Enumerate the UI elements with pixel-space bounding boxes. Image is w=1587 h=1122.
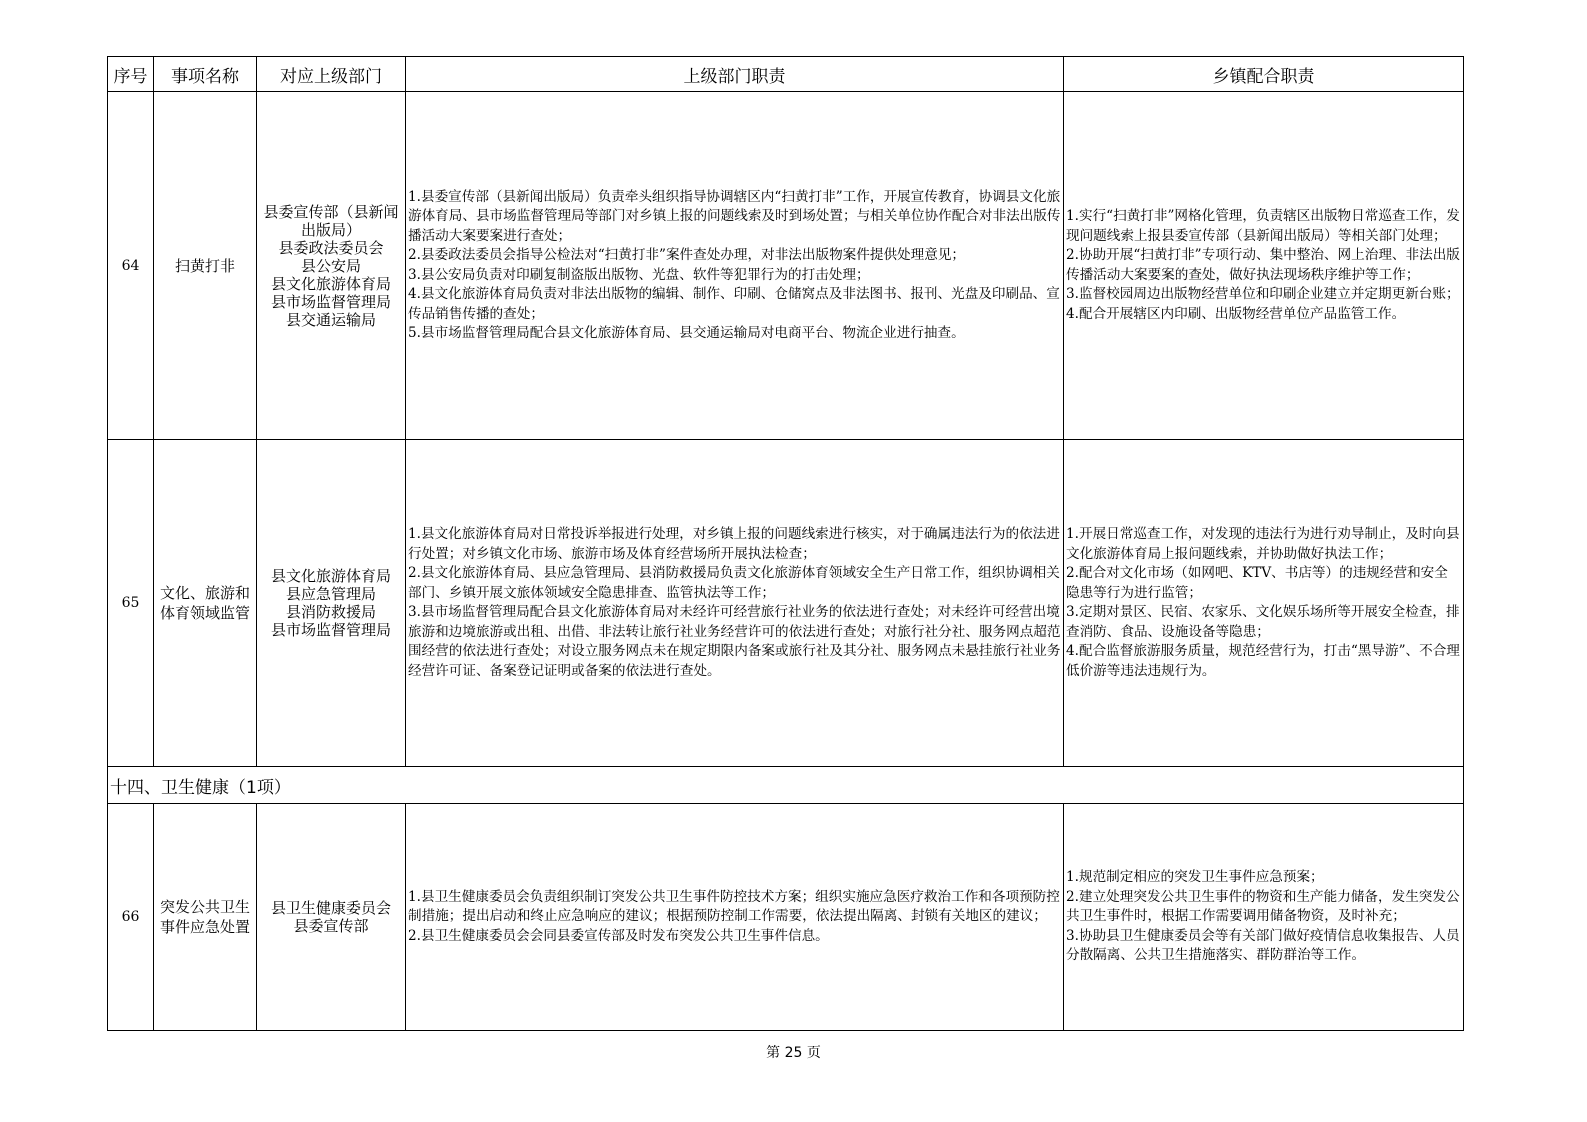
duty-item: 2.县委政法委员会指导公检法对“扫黄打非”案件查处办理，对非法出版物案件提供处理意见；	[408, 247, 966, 263]
item-name-line: 事件应急处置	[159, 918, 250, 936]
row-seq: 65	[108, 440, 154, 767]
table-row	[108, 440, 1464, 767]
duty-item: 1.县委宣传部（县新闻出版局）负责牵头组织指导协调辖区内“扫黄打非”工作，开展宣传教育，协调县文化旅游体育局、县市场监督管理局等部门对乡镇上报的问题线索及时到场处置；与相关单位协作配合对非法出版传播活动大案要案进行查处；	[408, 188, 1061, 244]
page-number: 第 25 页	[766, 1045, 821, 1061]
item-name-line: 文化、旅游和	[159, 584, 250, 602]
header-seq: 序号	[108, 57, 154, 92]
row-item-name	[154, 804, 257, 1031]
section-title: 十四、卫生健康（1项）	[108, 767, 1464, 804]
row-departments	[257, 804, 406, 1031]
duty-item: 4.县文化旅游体育局负责对非法出版物的编辑、制作、印刷、仓储窝点及非法图书、报刊、光盘及印刷品、宣传品销售传播的查处；	[408, 286, 1060, 322]
row-upper-duty	[406, 804, 1064, 1031]
duty-item: 2.建立处理突发公共卫生事件的物资和生产能力储备，发生突发公共卫生事件时，根据工作需要调用储备物资，及时补充；	[1066, 888, 1460, 925]
duty-item: 3.监督校园周边出版物经营单位和印刷企业建立并定期更新台账；	[1066, 286, 1460, 302]
header-name: 事项名称	[154, 57, 257, 92]
duty-item: 2.配合对文化市场（如网吧、KTV、书店等）的违规经营和安全隐患等行为进行监管；	[1066, 565, 1448, 601]
table-row	[108, 804, 1464, 1031]
dept-line: 县卫生健康委员会	[270, 899, 391, 917]
duty-item: 2.协助开展“扫黄打非”专项行动、集中整治、网上治理、非法出版传播活动大案要案的查处，做好执法现场秩序维护等工作；	[1066, 247, 1460, 283]
row-item-name	[154, 440, 257, 767]
duty-item: 3.协助县卫生健康委员会等有关部门做好疫情信息收集报告、人员分散隔离、公共卫生措施落实、群防群治等工作。	[1066, 927, 1460, 964]
row-upper-duty	[406, 440, 1064, 767]
duty-item: 1.规范制定相应的突发卫生事件应急预案；	[1066, 869, 1324, 886]
dept-line: 县市场监督管理局	[270, 292, 391, 311]
item-name-line: 体育领域监管	[159, 604, 250, 622]
header-town-duty: 乡镇配合职责	[1064, 57, 1464, 92]
row-town-duty	[1064, 804, 1464, 1031]
row-seq: 66	[108, 804, 154, 1031]
duty-item: 1.开展日常巡查工作，对发现的违法行为进行劝导制止，及时向县文化旅游体育局上报问题线索，并协助做好执法工作；	[1066, 526, 1460, 562]
duty-item: 2.县卫生健康委员会会同县委宣传部及时发布突发公共卫生事件信息。	[408, 927, 829, 944]
duty-item: 2.县文化旅游体育局、县应急管理局、县消防救援局负责文化旅游体育领域安全生产日常工作，组织协调相关部门、乡镇开展文旅体领域安全隐患排查、监管执法等工作；	[408, 565, 1060, 601]
row-town-duty	[1064, 92, 1464, 440]
duty-item: 4.配合监督旅游服务质量，规范经营行为，打击“黑导游”、不合理低价游等违法违规行为。	[1066, 643, 1460, 679]
table-row	[108, 92, 1464, 440]
row-seq: 64	[108, 92, 154, 440]
dept-line: 县市场监督管理局	[270, 621, 391, 639]
header-row	[108, 57, 1464, 92]
duty-item: 1.县卫生健康委员会负责组织制订突发公共卫生事件防控技术方案；组织实施应急医疗救治工作和各项预防控制措施；提出启动和终止应急响应的建议；根据预防控制工作需要，依法提出隔离、封锁有关地区的建议；	[408, 888, 1060, 925]
dept-line: 县公安局	[300, 256, 361, 275]
row-upper-duty	[406, 92, 1064, 440]
dept-line: 出版局）	[300, 220, 361, 239]
dept-line: 县文化旅游体育局	[270, 274, 391, 293]
row-town-duty	[1064, 440, 1464, 767]
duty-item: 3.县公安局负责对印刷复制盗版出版物、光盘、软件等犯罪行为的打击处理；	[408, 266, 870, 283]
header-upper-duty: 上级部门职责	[406, 57, 1064, 92]
row-departments	[257, 440, 406, 767]
dept-line: 县委宣传部	[293, 917, 369, 935]
item-name-line: 突发公共卫生	[159, 898, 250, 916]
row-departments	[257, 92, 406, 440]
duty-item: 4.配合开展辖区内印刷、出版物经营单位产品监管工作。	[1066, 305, 1406, 322]
item-name-line: 扫黄打非	[174, 256, 235, 275]
dept-line: 县应急管理局	[285, 585, 376, 603]
duty-table	[107, 56, 1464, 1031]
section-row	[108, 767, 1464, 804]
duty-item: 5.县市场监督管理局配合县文化旅游体育局、县交通运输局对电商平台、物流企业进行抽查。	[408, 325, 965, 341]
dept-line: 县委宣传部（县新闻	[263, 202, 399, 221]
duty-item: 3.县市场监督管理局配合县文化旅游体育局对未经许可经营旅行社业务的依法进行查处；对未经许可经营出境旅游和边境旅游或出租、出借、非法转让旅行社业务经营许可的依法进行查处；对旅行社分社、服务网点超范围经营的依法进行查处；对设立服务网点未在规定期限内备案或旅行社及其分社、服务网点未悬挂旅行社业务经营许可证、备案登记证明或备案的依法进行查处。	[408, 604, 1061, 679]
row-item-name	[154, 92, 257, 440]
dept-line: 县文化旅游体育局	[270, 567, 391, 585]
duty-item: 1.县文化旅游体育局对日常投诉举报进行处理，对乡镇上报的问题线索进行核实，对于确属违法行为的依法进行处置；对乡镇文化市场、旅游市场及体育经营场所开展执法检查；	[408, 526, 1060, 562]
dept-line: 县消防救援局	[285, 603, 376, 621]
dept-line: 县委政法委员会	[278, 238, 384, 257]
header-dept: 对应上级部门	[257, 57, 406, 92]
duty-item: 1.实行“扫黄打非”网格化管理，负责辖区出版物日常巡查工作，发现问题线索上报县委宣传部（县新闻出版局）等相关部门处理；	[1066, 208, 1460, 244]
dept-line: 县交通运输局	[285, 310, 376, 329]
duty-item: 3.定期对景区、民宿、农家乐、文化娱乐场所等开展安全检查，排查消防、食品、设施设备等隐患；	[1066, 604, 1460, 640]
